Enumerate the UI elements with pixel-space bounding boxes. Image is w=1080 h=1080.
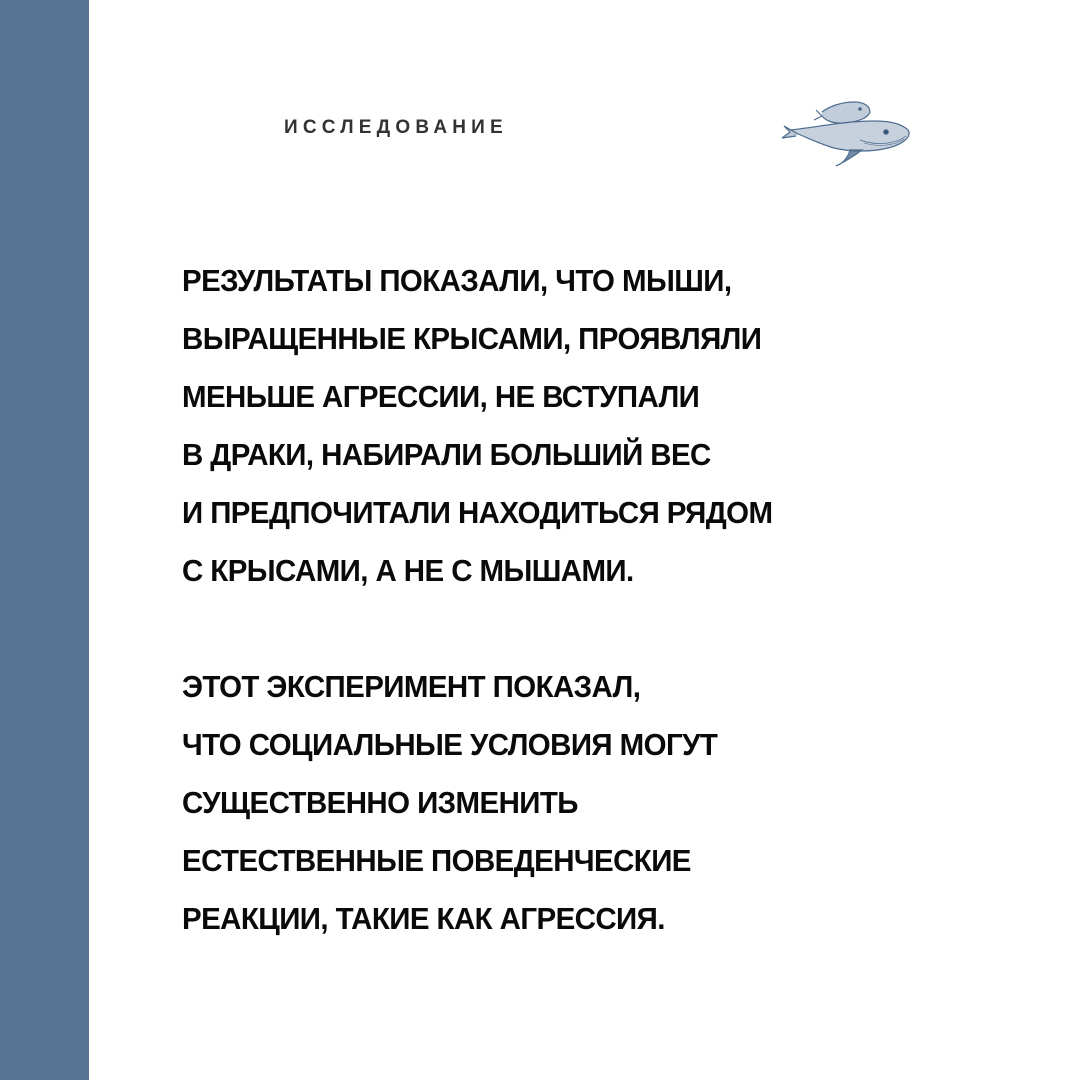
text-line: ЭТОТ ЭКСПЕРИМЕНТ ПОКАЗАЛ, xyxy=(182,669,641,704)
paragraph-spacer xyxy=(182,600,942,658)
text-line: С КРЫСАМИ, А НЕ С МЫШАМИ. xyxy=(182,553,634,588)
paragraph-results xyxy=(182,252,904,600)
text-line: ВЫРАЩЕННЫЕ КРЫСАМИ, ПРОЯВЛЯЛИ xyxy=(182,321,762,356)
text-line: В ДРАКИ, НАБИРАЛИ БОЛЬШИЙ ВЕС xyxy=(182,437,711,472)
text-line: РЕЗУЛЬТАТЫ ПОКАЗАЛИ, ЧТО МЫШИ, xyxy=(182,263,732,298)
sidebar-accent-bar xyxy=(0,0,89,1080)
main-text xyxy=(182,252,942,948)
text-line: ЕСТЕСТВЕННЫЕ ПОВЕДЕНЧЕСКИЕ xyxy=(182,843,691,878)
text-line: ЧТО СОЦИАЛЬНЫЕ УСЛОВИЯ МОГУТ xyxy=(182,727,718,762)
text-line: И ПРЕДПОЧИТАЛИ НАХОДИТЬСЯ РЯДОМ xyxy=(182,495,773,530)
text-line: СУЩЕСТВЕННО ИЗМЕНИТЬ xyxy=(182,785,578,820)
whale-icon xyxy=(780,92,920,170)
section-kicker: ИССЛЕДОВАНИЕ xyxy=(284,117,508,138)
text-line: МЕНЬШЕ АГРЕССИИ, НЕ ВСТУПАЛИ xyxy=(182,379,700,414)
text-line: РЕАКЦИИ, ТАКИЕ КАК АГРЕССИЯ. xyxy=(182,901,665,936)
paragraph-conclusion xyxy=(182,658,904,948)
